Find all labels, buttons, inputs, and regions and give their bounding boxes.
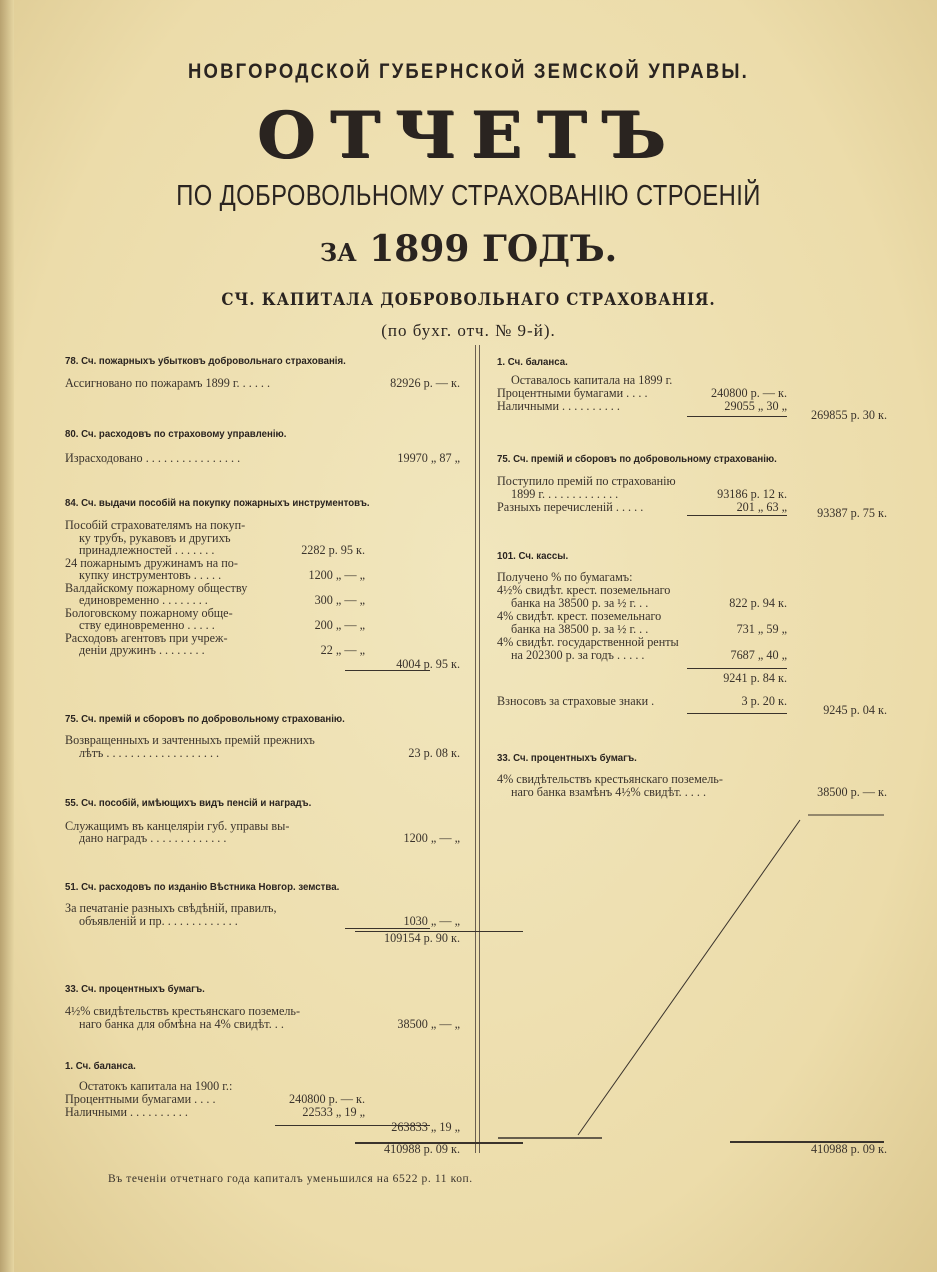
subtotal-amount: 82926 р. — к. [390,376,460,390]
entry-label: 4% свидѣт. крест. поземельнаго [497,609,662,623]
subtotal-amount: 38500 „ — „ [397,1017,460,1031]
account-section-title: 55. Сч. пособій, имѣющихъ видъ пенсій и наградъ. [65,797,312,809]
account-section-title: 101. Сч. кассы. [497,550,569,562]
subtotal-amount: 263833 „ 19 „ [391,1120,460,1134]
subtotal-amount: 4004 р. 95 к. [396,657,460,671]
entry-amount: 201 „ 63 „ [736,500,787,514]
entry-label: Остатокъ капитала на 1900 г.: [79,1079,233,1093]
subtotal-amount: 410988 р. 09 к. [384,1142,460,1156]
entry-label: 4% свидѣт. государственной ренты [497,635,679,649]
footer-note: Въ теченіи отчетнаго года капиталъ уменьшился на 6522 р. 11 коп. [108,1173,473,1185]
entry-label: Израсходовано . . . . . . . . . . . . . . . . [65,451,241,465]
subtotal-amount: 410988 р. 09 к. [811,1142,887,1156]
entry-label: наго банка взамѣнъ 4½% свидѣт. . . . . [511,785,707,799]
subtotal-amount: 109154 р. 90 к. [384,931,460,945]
entry-label: Наличными . . . . . . . . . . [497,399,620,413]
entry-label: Наличными . . . . . . . . . . [65,1105,188,1119]
entry-label: 4% свидѣтельствъ крестьянскаго поземель- [497,772,723,786]
entry-label: Служащимъ въ канцеляріи губ. управы вы- [65,819,290,833]
account-section-title: 33. Сч. процентныхъ бумагъ. [65,983,205,995]
account-section-title: 1. Сч. баланса. [497,356,568,368]
entry-label: Пособій страхователямъ на покуп- [65,518,246,532]
entry-label: 24 пожарнымъ дружинамъ на по- [65,555,238,570]
diagonal-filler-line [578,820,800,1135]
entry-label: деніи дружинъ . . . . . . . . [79,643,205,657]
entry-label: объявленій и пр. . . . . . . . . . . . . [79,914,238,928]
entry-amount: 93186 р. 12 к. [717,487,787,501]
entry-label: Возвращенныхъ и зачтенныхъ премій прежнихъ [65,733,315,747]
entry-amount: 300 „ — „ [314,593,365,607]
entry-label: 1899 г. . . . . . . . . . . . . [511,487,619,501]
entry-label: банка на 38500 р. за ½ г. . . [511,622,649,636]
entry-amount: 822 р. 94 к. [729,596,787,610]
entry-label: Взносовъ за страховые знаки . [497,694,655,708]
entry-label: Процентными бумагами . . . . [497,386,648,400]
subtotal-amount: 1200 „ — „ [403,831,460,845]
entry-label: лѣтъ . . . . . . . . . . . . . . . . . . . [79,746,220,760]
account-reference: (по бухг. отч. № 9-й). [381,321,556,340]
account-section-title: 51. Сч. расходовъ по изданію Вѣстника Новгор. земства. [65,881,340,893]
entry-label: Бологовскому пожарному обще- [65,605,233,620]
subtotal-amount: 269855 р. 30 к. [811,408,887,422]
account-heading: СЧ. КАПИТАЛА ДОБРОВОЛЬНАГО СТРАХОВАНІЯ. [221,290,716,310]
report-title: ОТЧЕТЪ [256,98,681,173]
account-section-title: 33. Сч. процентныхъ бумагъ. [497,752,637,764]
entry-label: дано наградъ . . . . . . . . . . . . . [79,831,227,845]
account-section-title: 80. Сч. расходовъ по страховому управленію. [65,428,287,440]
entry-label: купку инструментовъ . . . . . [79,568,222,582]
entry-amount: 1200 „ — „ [308,568,365,582]
issuer-heading: НОВГОРОДСКОЙ ГУБЕРНСКОЙ ЗЕМСКОЙ УПРАВЫ. [187,60,750,83]
account-section-title: 75. Сч. премій и сборовъ по добровольному страхованію. [497,453,777,465]
entry-label: единовременно . . . . . . . . [79,593,208,607]
entry-amount: 2282 р. 95 к. [301,543,365,557]
subtotal-amount: 19970 „ 87 „ [397,451,460,465]
entry-label: Расходовъ агентовъ при учреж- [65,630,228,645]
subtotal-amount: 23 р. 08 к. [408,746,460,760]
entry-label: принадлежностей . . . . . . . [79,543,215,557]
subtotal-amount: 1030 „ — „ [403,914,460,928]
entry-label: на 202300 р. за годъ . . . . . [511,648,645,662]
year-text: 1899 ГОДЪ. [369,228,618,270]
entry-amount: 3 р. 20 к. [741,694,787,708]
subtotal-amount: 9245 р. 04 к. [823,703,887,717]
entry-label: За печатаніе разныхъ свѣдѣній, правилъ, [65,901,277,915]
entry-label: 4½% свидѣт. крест. поземельнаго [497,583,671,597]
entry-amount: 29055 „ 30 „ [724,399,787,413]
entry-amount: 731 „ 59 „ [736,622,787,636]
entry-label: наго банка для обмѣна на 4% свидѣт. . . [79,1017,284,1031]
report-subtitle: ПО ДОБРОВОЛЬНОМУ СТРАХОВАНІЮ СТРОЕНІЙ [176,180,761,212]
account-section-title: 1. Сч. баланса. [65,1060,136,1072]
entry-label: Ассигновано по пожарамъ 1899 г. . . . . . [65,376,271,390]
entry-amount: 240800 р. — к. [289,1092,365,1106]
subtotal-amount: 38500 р. — к. [817,785,887,799]
entry-label: банка на 38500 р. за ½ г. . . [511,596,649,610]
entry-label: ству единовременно . . . . . [79,618,215,632]
account-section-title: 78. Сч. пожарныхъ убытковъ добровольнаго страхованія. [65,355,346,367]
subtotal-amount: 93387 р. 75 к. [817,506,887,520]
entry-label: 4½% свидѣтельствъ крестьянскаго поземель- [65,1004,301,1018]
entry-amount: 9241 р. 84 к. [723,671,787,685]
entry-amount: 22533 „ 19 „ [302,1105,365,1119]
entry-label: ку трубъ, рукавовъ и другихъ [79,530,231,545]
entry-label: Поступило премій по страхованію [497,474,676,488]
entry-amount: 7687 „ 40 „ [730,648,787,662]
entry-amount: 200 „ — „ [314,618,365,632]
entry-label: Разныхъ перечисленій . . . . . [497,500,644,514]
account-section-title: 75. Сч. премій и сборовъ по добровольному страхованію. [65,713,345,725]
entry-label: Получено % по бумагамъ: [497,570,633,584]
year-prefix: ЗА [319,238,357,267]
entry-label: Оставалось капитала на 1899 г. [511,373,673,387]
account-section-title: 84. Сч. выдачи пособій на покупку пожарныхъ инструментовъ. [65,497,370,509]
entry-label: Валдайскому пожарному обществу [65,580,248,595]
entry-label: Процентными бумагами . . . . [65,1092,216,1106]
entry-amount: 22 „ — „ [320,643,365,657]
entry-amount: 240800 р. — к. [711,386,787,400]
